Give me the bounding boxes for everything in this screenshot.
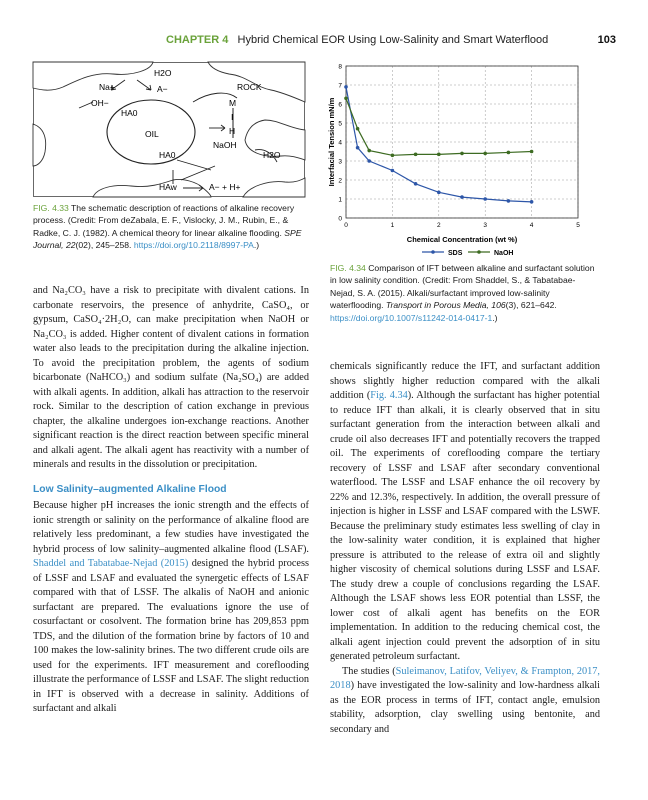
doi-link[interactable]: https://doi.org/10.2118/8997-PA <box>133 240 254 251</box>
legend-sds-label: SDS <box>448 250 463 257</box>
x-tick-label: 3 <box>483 222 488 229</box>
caption-label: FIG. 4.33 <box>33 203 69 213</box>
y-tick-label: 0 <box>338 215 342 223</box>
figure-reference-link[interactable]: Fig. 4.34 <box>370 390 408 401</box>
section-heading: Low Salinity–augmented Alkaline Flood <box>33 483 227 495</box>
label-a-minus: A− <box>157 84 168 94</box>
data-point-naoh <box>483 152 487 156</box>
x-tick-label: 2 <box>436 222 441 229</box>
figure-4-34-caption: FIG. 4.34 Comparison of IFT between alkaline and surfactant solution in low salinity condition. (Credit: From Shaddel, S., & Tabatabae-Nejad, S. A. (2015). Alkali/surfactant improved low-salinity waterflooding. Transport in Porous Media, 106(3), 621–642. https://doi.org/10.1007/s11242-014-0417-1.) <box>330 263 595 323</box>
data-point-sds <box>367 159 371 163</box>
data-point-naoh <box>414 153 418 157</box>
y-tick-label: 4 <box>338 139 342 147</box>
data-point-naoh <box>344 97 348 101</box>
data-point-sds <box>414 182 418 186</box>
y-tick-label: 5 <box>338 120 342 128</box>
x-tick-label: 1 <box>390 222 395 229</box>
x-tick-label: 0 <box>344 222 348 229</box>
running-title: Hybrid Chemical EOR Using Low-Salinity and Smart Waterflood <box>237 34 549 46</box>
x-axis-label: Chemical Concentration (wt %) <box>406 235 518 244</box>
label-h2o-top: H2O <box>154 68 172 78</box>
paragraph: chemicals significantly reduce the IFT, and surfactant addition shows slightly higher reduction compared with the alkali addition (Fig. 4.34). Although the surfactant has higher potential to reduce IFT than alkali, it is clearly observed that in situ surfactant generation from the interaction between alkali and crude oil also decreases IFT and potentially recovers the trapped oil. The experiments of coreflooding compare the tertiary recovery of LSSF and LSAF after secondary conventional waterflood. The LSSF and LSAF enhance the oil recovery by 22% and 12.3%, respectively. In addition, the overall pressure of injection is higher in LSSF and LSAF compared with the LSWF. Because the preliminary study estimates less swelling of clay in the low-salinity water condition, it is explained that higher pressure is attributed to the release of extra oil and slightly higher viscosity of chemical solutions during LSSF and LSAF. The study drew a couple of conclusions regarding the LSAF. Although the LSAF shows less EOR potential than LSSF, the lower cost of alkali agent has benefits on the EOR implementation. In addition to the reducing chemical cost, the alkali agent injection could prevent the adsorption of in situ generated petroleum surfactant. <box>330 361 601 662</box>
running-header <box>166 34 616 46</box>
y-tick-label: 3 <box>338 158 342 166</box>
data-point-naoh <box>507 151 511 155</box>
label-naoh: NaOH <box>213 140 237 150</box>
citation-link[interactable]: Suleimanov, Latifov, Veliyev, & Frampton, 2017, 2018 <box>330 665 600 691</box>
y-tick-label: 2 <box>338 177 342 185</box>
left-column <box>33 284 309 717</box>
data-point-sds <box>391 169 395 173</box>
label-a-plus-h: A− + H+ <box>209 182 241 192</box>
chapter-label: CHAPTER 4 <box>166 34 229 46</box>
label-oil: OIL <box>145 129 159 139</box>
figure-4-34-chart <box>328 60 598 260</box>
legend-naoh-label: NaOH <box>494 250 514 257</box>
figure-4-33-caption: FIG. 4.33 The schematic description of reactions of alkaline recovery process. (Credit: From deZabala, E. F., Vislocky, J. M., Rubin, E., & Radke, C. J. (1982). A chemical theory for linear alkaline flooding. SPE Journal, 22(02), 245–258. https://doi.org/10.2118/8997-PA.) <box>33 203 302 251</box>
label-h: H <box>229 126 236 136</box>
legend-sds-marker <box>431 250 435 254</box>
data-point-naoh <box>437 153 441 157</box>
page-number: 103 <box>597 34 616 46</box>
label-m: M <box>229 98 237 108</box>
paragraph: The studies (Suleimanov, Latifov, Veliyev, & Frampton, 2017, 2018) have investigated the low-salinity and low-hardness alkali as the EOR process in terms of IFT, contact angle, emulsion stability, adsorption, clay swelling using bentonite, and secondary and <box>330 665 600 735</box>
caption-label: FIG. 4.34 <box>330 263 366 273</box>
data-point-naoh <box>391 154 395 158</box>
figure-4-33-schematic <box>33 62 305 197</box>
label-ha0-top: HA0 <box>121 108 138 118</box>
label-na: Na+ <box>99 82 115 92</box>
citation-link[interactable]: Shaddel and Tabatabae-Nejad (2015) <box>33 558 189 569</box>
data-point-naoh <box>460 152 464 156</box>
y-tick-label: 7 <box>338 82 342 90</box>
label-haw: HAw <box>159 182 177 192</box>
label-h2o-right: H2O <box>263 150 281 160</box>
label-rock: ROCK <box>237 82 262 92</box>
doi-link[interactable]: https://doi.org/10.1007/s11242-014-0417-1 <box>330 312 493 323</box>
legend-naoh-marker <box>477 250 481 254</box>
y-tick-label: 8 <box>338 63 342 71</box>
label-ha0-mid: HA0 <box>159 150 176 160</box>
data-point-sds <box>507 199 511 203</box>
legend <box>422 250 513 257</box>
data-point-sds <box>483 197 487 201</box>
data-point-sds <box>460 195 464 199</box>
data-point-sds <box>356 146 360 150</box>
data-point-naoh <box>530 150 534 154</box>
data-point-sds <box>344 85 348 89</box>
x-tick-label: 5 <box>576 222 580 229</box>
label-i: I <box>231 112 234 122</box>
paragraph: and Na₂CO₃ have a risk to precipitate with divalent cations. In carbonate reservoirs, the presence of anhydrite, CaSO₄, or gypsum, CaSO₄·2H₂O, can make precipitation when NaOH or Na₂CO₃ is added. Higher content of divalent cations in formation water also leads to the precipitation during the alkaline injection. To avoid the precipitation problem, the agents of sodium bicarbonate (NaHCO₃) and sodium sulfate (Na₂SO₄) are added with alkali agents. In addition, alkali has attraction to the reservoir rock. Similar to the description of cation exchange in previous chapter, the alkaline undergoes ion-exchange reactions. Another significant reaction is the direct reaction between specific mineral and alkali agent. The alkali agent has reactivity with a number of minerals and results in the dissolution or precipitation. <box>33 285 309 470</box>
data-point-naoh <box>356 127 360 131</box>
right-column <box>330 360 600 737</box>
data-point-sds <box>530 200 534 204</box>
data-point-sds <box>437 191 441 195</box>
paragraph: Because higher pH increases the ionic strength and the effects of ionic strength or salinity on the performance of alkaline flood are relatively less predominant, a few studies have investigated the hybrid process of low salinity–augmented alkaline flood (LSAF). Shaddel and Tabatabae-Nejad (2015) designed the hybrid process of LSSF and LSAF and evaluated the synergetic effects of LSAF compared with that of LSSF. The alkalis of NaOH and anionic surfactant are prepared. The evaluations ignore the use of cosurfactant or cosolvent. The formation brine has 209,853 ppm TDS, and the dilution of the formation brine by factors of 10 and 100 makes the low-salinity brines. The two different crude oils are used for the experiments. IFT measurement and coreflooding illustrate the performance of LSSF and LSAF. The slight reduction in IFT is observed with a decrease in salinity. Additions of surfactant and alkali <box>33 500 309 714</box>
x-tick-label: 4 <box>529 222 534 229</box>
y-axis-label: Interfacial Tension mN/m <box>327 97 336 187</box>
y-tick-label: 6 <box>338 101 342 109</box>
y-tick-label: 1 <box>338 196 342 204</box>
data-point-naoh <box>367 149 371 153</box>
label-oh: OH− <box>91 98 109 108</box>
